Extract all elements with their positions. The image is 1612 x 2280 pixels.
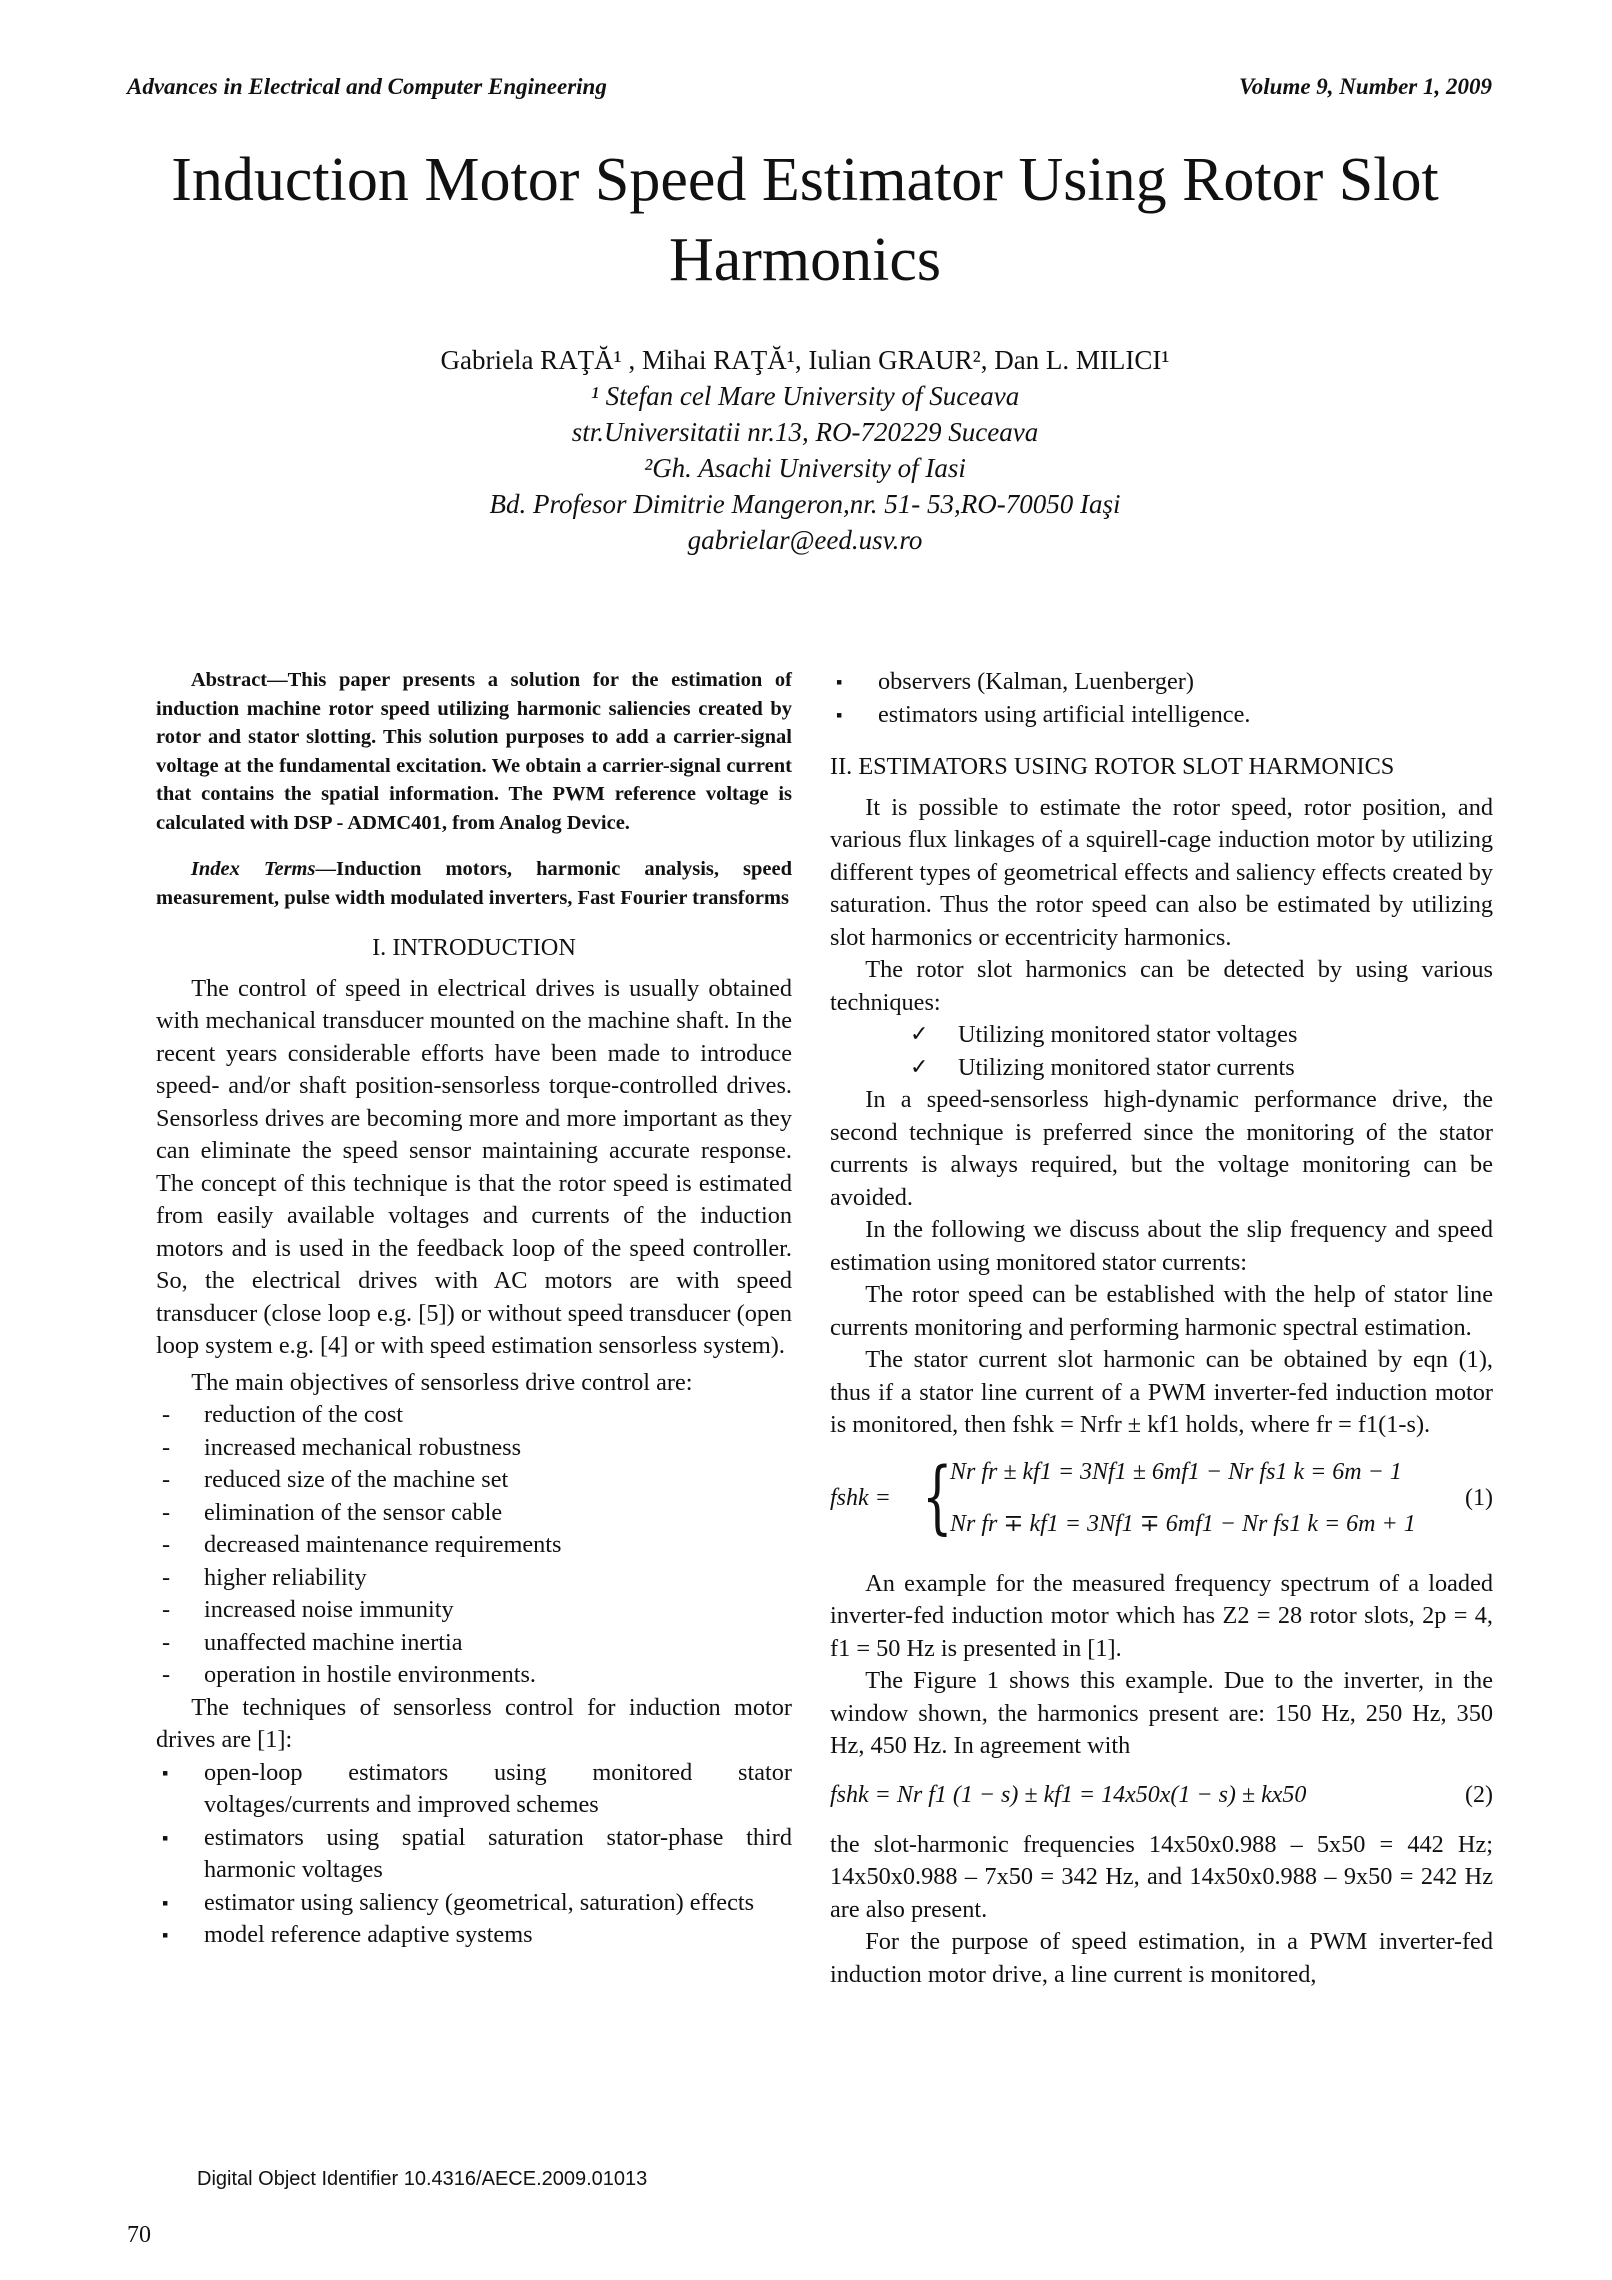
affiliation-2: ²Gh. Asachi University of Iasi [644,453,966,483]
index-terms [156,855,792,912]
section2-paragraph-4: In the following we discuss about the slip frequency and speed estimation using monitored stator currents: [830,1216,1493,1276]
list-item: - higher reliability [156,1562,792,1595]
techniques-list-continued [830,666,1493,731]
section-heading-estimators: II. ESTIMATORS USING ROTOR SLOT HARMONICS [830,753,1395,780]
equation-1 [830,1450,1493,1556]
section2-paragraph-3: In a speed-sensorless high-dynamic performance drive, the second technique is preferred since the monitoring of the stator currents is always required, but the voltage monitoring can be avoided. [830,1086,1493,1211]
intro-paragraph-1: The control of speed in electrical drives is usually obtained with mechanical transducer mounted on the machine shaft. In the recent years considerable efforts have been made to introduce speed- and/or shaft position-sensorless torque-controlled drives. Sensorless drives are becoming more and more important as they can eliminate the speed sensor maintaining accurate response. The concept of this technique is that the rotor speed is estimated from easily available voltages and currents of the induction motors and is used in the feedback loop of the speed controller. So, the electrical drives with AC motors are with speed transducer (close loop e.g. [5]) or without speed transducer (open loop system e.g. [4] or with speed estimation sensorless system). [156,974,792,1359]
list-item: ▪ estimators using spatial saturation stator-phase third harmonic voltages [156,1822,792,1887]
equation-1-lhs: fshk = [830,1484,891,1511]
address-1: str.Universitatii nr.13, RO-720229 Suceava [571,417,1039,447]
journal-name: Advances in Electrical and Computer Engineering [127,74,607,99]
section2-paragraph-8: The Figure 1 shows this example. Due to the inverter, in the window shown, the harmonics present are: 150 Hz, 250 Hz, 350 Hz, 450 Hz. In agreement with [830,1667,1493,1759]
left-column [156,666,792,1952]
techniques-list [156,1757,792,1952]
list-item: - reduced size of the machine set [156,1464,792,1497]
objectives-list [156,1399,792,1692]
list-item: ✓ Utilizing monitored stator currents [830,1052,1493,1085]
list-item: - increased noise immunity [156,1594,792,1627]
section2-paragraph-10: For the purpose of speed estimation, in a PWM inverter-fed induction motor drive, a line current is monitored, [830,1928,1493,1988]
author-block [140,342,1470,558]
right-column [830,666,1493,1991]
list-item: ▪ model reference adaptive systems [156,1919,792,1952]
index-terms-text: —Induction motors, harmonic analysis, speed measurement, pulse width modulated inverters, Fast Fourier transforms [156,858,792,909]
list-item: ▪ estimator using saliency (geometrical, saturation) effects [156,1887,792,1920]
equation-2 [830,1771,1493,1821]
list-item: - unaffected machine inertia [156,1627,792,1660]
list-item: - decreased maintenance requirements [156,1529,792,1562]
list-item: ▪ observers (Kalman, Luenberger) [830,666,1493,699]
equation-1-line-2: Nr fr ∓ kf1 = 3Nf1 ∓ 6mf1 − Nr fs1 k = 6m + 1 [950,1510,1416,1537]
section2-paragraph-5: The rotor speed can be established with the help of stator line currents monitoring and performing harmonic spectral estimation. [830,1281,1493,1341]
list-item: - increased mechanical robustness [156,1432,792,1465]
equation-brace: { [922,1449,953,1543]
author-email: gabrielar@eed.usv.ro [687,525,923,555]
list-item: - elimination of the sensor cable [156,1497,792,1530]
doi-footer: Digital Object Identifier 10.4316/AECE.2009.01013 [197,2168,648,2190]
intro-paragraph-2: The main objectives of sensorless drive control are: [191,1368,693,1396]
equation-1-number: (1) [1465,1484,1493,1511]
equation-2-body: fshk = Nr f1 (1 − s) ± kf1 = 14x50x(1 − s) ± kx50 [830,1781,1307,1808]
index-terms-label: Index Terms [190,858,316,880]
equation-1-line-1: Nr fr ± kf1 = 3Nf1 ± 6mf1 − Nr fs1 k = 6m − 1 [950,1458,1402,1485]
list-item: - operation in hostile environments. [156,1659,792,1692]
section2-paragraph-7: An example for the measured frequency spectrum of a loaded inverter-fed induction motor which has Z2 = 28 rotor slots, 2p = 4, f1 = 50 Hz is presented in [1]. [830,1569,1493,1662]
list-item: ✓ Utilizing monitored stator voltages [830,1019,1493,1052]
page-number: 70 [127,2222,151,2248]
section2-paragraph-9: the slot-harmonic frequencies 14x50x0.988 – 5x50 = 442 Hz; 14x50x0.988 – 7x50 = 342 Hz, and 14x50x0.988 – 9x50 = 242 Hz are also present. [830,1830,1493,1923]
abstract: Abstract—This paper presents a solution for the estimation of induction machine rotor speed utilizing harmonic saliencies created by rotor and stator slotting. This solution purposes to add a carrier-signal voltage at the fundamental excitation. We obtain a carrier-signal current that contains the spatial information. The PWM reference voltage is calculated with DSP - ADMC401, from Analog Device. [156,669,792,834]
volume-info: Volume 9, Number 1, 2009 [1238,74,1492,99]
equation-2-number: (2) [1465,1781,1493,1808]
author-names: Gabriela RAŢĂ¹ , Mihai RAŢĂ¹, Iulian GRAUR², Dan L. MILICI¹ [440,345,1170,375]
section2-paragraph-6: The stator current slot harmonic can be obtained by eqn (1), thus if a stator line current of a PWM inverter-fed induction motor is monitored, then fshk = Nrfr ± kf1 holds, where fr = f1(1-s). [830,1346,1493,1438]
affiliation-1: ¹ Stefan cel Mare University of Suceava [590,381,1020,411]
section2-paragraph-1: It is possible to estimate the rotor speed, rotor position, and various flux linkages of a squirell-cage induction motor by utilizing different types of geometrical effects and saliency effects created by saturation. Thus the rotor speed can also be estimated by utilizing slot harmonics or eccentricity harmonics. [830,793,1493,951]
address-2: Bd. Profesor Dimitrie Mangeron,nr. 51- 53,RO-70050 Iaşi [489,489,1121,519]
section2-paragraph-2: The rotor slot harmonics can be detected by using various techniques: [830,956,1493,1016]
check-list [830,1019,1493,1084]
section-heading-introduction: I. INTRODUCTION [372,934,576,961]
paper-title: Induction Motor Speed Estimator Using Rotor Slot Harmonics [171,146,1439,294]
list-item: - reduction of the cost [156,1399,792,1432]
list-item: ▪ open-loop estimators using monitored stator voltages/currents and improved schemes [156,1757,792,1822]
intro-paragraph-3: The techniques of sensorless control for induction motor drives are [1]: [156,1693,792,1753]
list-item: ▪ estimators using artificial intelligence. [830,699,1493,732]
